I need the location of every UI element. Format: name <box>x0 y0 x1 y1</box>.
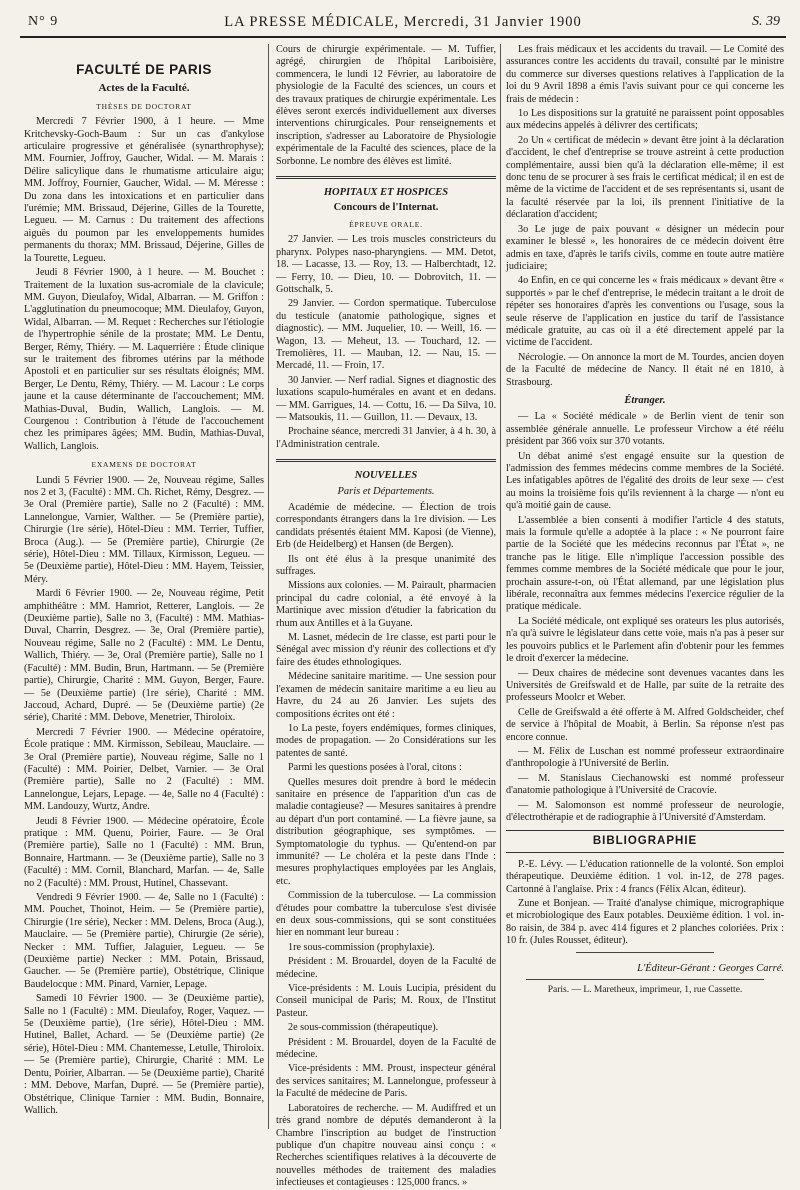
paragraph: Les frais médicaux et les accidents du travail. — Le Comité des assurances contre les accidents du travail, consulté par le ministre du commerce sur diverses questions relatives à l'application de la loi du 9 Avril 1898 a émis l'avis suivant pour ce qui concerne les frais de médecin : <box>506 44 784 105</box>
epreuve-heading: ÉPREUVE ORALE. <box>349 219 423 229</box>
section-examens: EXAMENS DE DOCTORAT <box>91 460 197 470</box>
paragraph: Celle de Greifswald a été offerte à M. Alfred Goldscheider, chef de service à l'hôpital de Moabit, à Berlin. Sa réponse n'est pas encore connue. <box>506 706 784 743</box>
paragraph: Vice-présidents : M. Louis Lucipia, président du Conseil municipal de Paris; M. Roux, de l'Institut Pasteur. <box>276 983 496 1019</box>
concours-heading: Concours de l'Internat. <box>333 202 439 214</box>
section-theses: THÈSES DE DOCTORAT <box>96 101 192 111</box>
bibliographie-heading: BIBLIOGRAPHIE <box>506 830 784 852</box>
nouvelles-list <box>276 502 496 1190</box>
paragraph: Jeudi 8 Février 1900, à 1 heure. — M. Bouchet : Traitement de la luxation sus-acromiale de la clavicule; MM. Guyon, Dieulafoy, Widal, Albarran. — M. Griffon : L'agglutination du pneumocoque; MM. Dieulafoy, Guyon, Widal, Albarran. — M. Requet : Recherches sur l'étiologie de l'hypertrophie sénile de la prostate; MM. Le Dentu, Berger, Rémy, Thiéry. — M. Laquerrière : Étude clinique sur le traitement des fibromes utérins par la méthode Apostoli et en particulier sur ses résultats éloignés; MM. Berger, Le Dentu, Rémy, Thiéry. — M. Lacour : Le corps jaune et la cause déterminante de l'accouchement; MM. Mathias-Duval, Budin, Wallich, Langlois. — M. Courgenou : Contribution à l'étude de l'accouchement chez les primipares âgées; MM. Budin, Mathias-Duval, Wallich, Langlois. <box>24 267 264 452</box>
divider <box>276 176 496 179</box>
hopitaux-heading: HOPITAUX ET HOSPICES <box>323 187 449 199</box>
paragraph: Samedi 10 Février 1900. — 3e (Deuxième partie), Salle no 1 (Faculté) : MM. Dieulafoy, Roger, Vaquez. — 5e (Deuxième partie), (1re série), Hôtel-Dieu : MM. Hutinel, Ballet, Achard. — 5e (Deuxième partie) (2e série), Hôtel-Dieu : MM. Chantemesse, Letulle, Thiroloix. — 5e (Première partie), Chirurgie, Charité : MM. Le Dentu, Poirier, Albarran. — 5e (Deuxième partie), Charité : MM. Debove, Marfan, Dupré. — 5e (Première partie), Obstétrique, Clinique Tarnier : MM. Budin, Bonnaire, Wallich. <box>24 993 264 1116</box>
paragraph: 29 Janvier. — Cordon spermatique. Tuberculose du testicule (anatomie pathologique, signes et diagnostic). — MM. Juquelier, 10. — Weill, 16. — Wagon, 13. — Meheut, 13. — Touchard, 12. — Tremolières, 11. — Mauban, 12. — Nau, 15. — Mercadé, 11. — Froin, 17. <box>276 298 496 372</box>
paragraph: 30 Janvier. — Nerf radial. Signes et diagnostic des luxations scapulo-humérales en avant et en dedans. — MM. Garrigues, 14. — Cottu, 16. — Da Silva, 10. — Matsoukis, 11. — Guillon, 11. — Devaux, 13. <box>276 374 496 423</box>
paragraph: Vendredi 9 Février 1900. — 4e, Salle no 1 (Faculté) : MM. Pouchet, Thoinot, Heim. — 5e (Première partie), Chirurgie (1re série), Necker : MM. Delens, Broca (Aug.), Mauclaire. — 5e (Première partie), Chirurgie (2e série), Necker : MM. Tuffier, Jalaguier, Legueu. — 5e (Deuxième partie) Necker : MM. Potain, Brissaud, Gaucher. — 5e (Première partie), Obstétrique, Clinique Baudelocque : MM. Pinard, Varnier, Lepage. <box>24 892 264 990</box>
cours-chirurgie-paragraph: Cours de chirurgie expérimentale. — M. Tuffier, agrégé, chirurgien de l'hôpital Lariboisière, commencera, le lundi 12 Février, au laboratoire de physiologie de la Faculté des sciences, un cours et des travaux pratiques de chirurgie expérimentale. Les élèves seront exercés individuellement aux diverses interventions chirurgicales. Pour renseignements et inscription, s'adresser au Laboratoire de Physiologie expérimentale de la Faculté des sciences, place de la Sorbonne. Le nombre des élèves est limité. <box>276 44 496 167</box>
newspaper-title: LA PRESSE MÉDICALE, Mercredi, 31 Janvier 1900 <box>224 14 582 30</box>
paragraph: — M. Salomonson est nommé professeur de neurologie, d'électrothérapie et de radiographie à l'Université d'Amsterdam. <box>506 799 784 823</box>
paragraph: Parmi les questions posées à l'oral, citons : <box>288 762 462 774</box>
internat-list <box>276 234 496 451</box>
examens-list <box>24 475 264 1118</box>
paragraph: Vice-présidents : MM. Proust, inspecteur général des services sanitaires; M. Lannelongue, professeur à la Faculté de médecine de Paris. <box>276 1063 496 1100</box>
paragraph: — M. Stanislaus Ciechanowski est nommé professeur d'anatomie pathologique à l'Université de Cracovie. <box>506 772 784 797</box>
paragraph: 2e sous-commission (thérapeutique). <box>288 1022 439 1034</box>
etranger-heading: Étranger. <box>624 394 666 406</box>
divider <box>526 979 764 980</box>
theses-list <box>24 116 264 453</box>
paragraph: 1o Les dispositions sur la gratuité ne paraissent point opposables aux médecins appelés à délivrer des certificats; <box>506 108 784 132</box>
paragraph: 27 Janvier. — Les trois muscles constricteurs du pharynx. Polypes naso-pharyngiens. — MM. Detot, 18. — Lacasse, 13. — Roy, 13. — Halberchtadt, 12. — Ferry, 10. — Dieu, 10. — Dobrovitch, 11. — Gottschalk, 5. <box>276 234 496 295</box>
paragraph: Prochaine séance, mercredi 31 Janvier, à 4 h. 30, à l'Administration centrale. <box>276 426 496 450</box>
paragraph: Mercredi 7 Février 1900. — Médecine opératoire, École pratique : MM. Kirmisson, Sebileau, Mauclaire. — 3e Oral (Première partie), Nouveau régime, Salle no 1 (Faculté) : MM. Poirier, Delbet, Varnier. — 3e Oral (Première partie), Salle no 2 (Faculté) : MM. Lannelongue, Lejars, Lepage. — 4e, Salle no 4 (Faculté) : MM. Landouzy, Wurtz, Andre. <box>24 726 264 813</box>
paragraph: 1re sous-commission (prophylaxie). <box>288 941 435 953</box>
paragraph: Jeudi 8 Février 1900. — Médecine opératoire, École pratique : MM. Quenu, Poirier, Faure. — 3e Oral (Première partie), Salle no 1 (Faculté) : MM. Brun, Bonnaire, Hartmann. — 3e (Deuxième partie), Salle no 3 (Faculté) : MM. Cornil, Blanchard, Marfan. — 4e, Salle no 2 (Faculté) : MM. Proust, Hutinel, Chassevant. <box>24 815 264 889</box>
paragraph: Laboratoires de recherche. — M. Audiffred et un très grand nombre de députés demanderont à la Chambre l'inscription au budget de l'instruction publique d'un chapitre nouveau ainsi conçu : « Recherches scientifiques relatives à la découverte de nouvelles méthodes de traitement des maladies infectieuses et contagieuses : 125,000 francs. » <box>276 1102 496 1189</box>
paragraph: Commission de la tuberculose. — La commission d'études pour combattre la tuberculose s'est divisée en deux sous-commissions, qui se sont constituées hier en nommant leur bureau : <box>276 890 496 939</box>
divider <box>576 952 714 953</box>
paragraph: M. Lasnet, médecin de 1re classe, est parti pour le Sénégal avec mission d'y réunir des collections et d'y faire des études ethnologiques. <box>276 632 496 668</box>
paragraph: — La « Société médicale » de Berlin vient de tenir son assemblée générale annuelle. Le professeur Virchow a été réélu président par 366 voix sur 370 votants. <box>506 411 784 448</box>
column-1 <box>24 44 264 1129</box>
paragraph: — Deux chaires de médecine sont devenues vacantes dans les Universités de Greifswald et de Halle, par suite de la retraite des professeurs Moolcr et Weber. <box>506 667 784 704</box>
paragraph: 2o Un « certificat de médecin » devant être joint à la déclaration d'accident, le chef d'entreprise se trouve astreint à cette production complémentaire, aussi bien qu'à la déclaration elle-même; il est donc tenu de se procurer à ses frais le certificat médical; il en est de même de la victime de l'accident et de ses représentants si, usant de la faculté réservée par la loi, ils prennent l'initiative de la déclaration d'accident; <box>506 134 784 221</box>
paragraph: L'assemblée a bien consenti à modifier l'article 4 des statuts, mais la formule qu'elle a adoptée à la place : « Ne pourront faire partie de la Société que les médecins reconnus par l'État », ne tranche pas le litige. Elle n'implique l'accession possible des femmes comme membres de la Société médicale que pour le jour, prochain assure-t-on, où l'État allemand, par une législation plus libérale, reconnaîtra aux femmes médecins l'exercice régulier de la pratique médicale. <box>506 514 784 613</box>
paragraph: Mardi 6 Février 1900. — 2e, Nouveau régime, Petit amphithéâtre : MM. Hamriot, Retterer, Langlois. — 2e (Deuxième partie), Salle no 3, (Faculté) : MM. Mathias-Duval, Charrin, Desgrez. — 3e, Oral (Première partie), Nouveau régime, Salle no 2 (Faculté) : MM. Le Dentu, Wallich, Thiéry. — 3e, Oral (Première partie), Salle no 1 (Faculté) : MM. Budin, Brun, Hartmann. — 5e (Première partie), Chirurgie, Charité : MM. Guyon, Berger, Faure. — 5e (Deuxième partie) (1re série), Charité : MM. Jaccoud, Achard, Dupré. — 5e (Deuxième partie) (2e série), Charité : MM. Debove, Menetrier, Thiroloix. <box>24 588 264 724</box>
paragraph: Un débat animé s'est engagé ensuite sur la question de l'admission des femmes médecins comme membres de la Société. Les infatigables apôtres de l'égalité des droits de leur sexe — c'est au moins la troisième fois qu'ils reviennent à la charge — n'ont eu qu'à moitié gain de cause. <box>506 450 784 512</box>
paragraph: Ils ont été élus à la presque unanimité des suffrages. <box>276 553 496 578</box>
paragraph: P.-E. Lévy. — L'éducation rationnelle de la volonté. Son emploi thérapeutique. Deuxième édition. 1 vol. in-12, de 278 pages. Cartonné à l'anglaise. Prix : 4 francs (Félix Alcan, éditeur). <box>506 858 784 895</box>
paragraph: — M. Félix de Luschan est nommé professeur extraordinaire d'anthropologie à l'Université de Berlin. <box>506 745 784 770</box>
masthead <box>20 6 786 38</box>
biblio-list <box>506 859 784 948</box>
column-divider-1 <box>268 44 269 1129</box>
page-number: S. 39 <box>752 14 780 29</box>
column-divider-2 <box>500 44 501 1129</box>
paragraph: 3o Le juge de paix pouvant « désigner un médecin pour examiner le blessé », les honoraires de ce médecin doivent être admis en taxe, d'après le tarifs civils, comme en toute autre matière judiciaire; <box>506 223 784 272</box>
paragraph: Président : M. Brouardel, doyen de la Faculté de médecine. <box>276 1036 496 1061</box>
paragraph: Mercredi 7 Février 1900, à 1 heure. — Mme Kritchevsky-Goch-Baum : Sur un cas d'ankylose articulaire progressive et généralisée (synarthrophyse); MM. Fournier, Joffroy, Gaucher, Widal. — M. Marais : Délire salicylique dans le rhumatisme articulaire aigu; MM. Joffroy, Fournier, Gaucher, Widal. — M. Méresse : Du zona dans les intoxications et en particulier dans l'urémie; MM. Brissaud, Déjerine, Gilles de la Tourette, Legueu. — M. Carnus : Du traitement des affections aiguës du poumon par les enveloppements humides permanents du thorax; MM. Brissaud, Déjerine, Gilles de la Tourette, Legueu. <box>24 116 264 264</box>
paragraph: Lundi 5 Février 1900. — 2e, Nouveau régime, Salles nos 2 et 3, (Faculté) : MM. Ch. Richet, Rémy, Desgrez. — 3e Oral (Première partie), Salle no 2 (Faculté) : MM. Lannelongue, Varnier, Walther. — 5e (Première partie), Chirurgie (1re série), Hôtel-Dieu : MM. Terrier, Tuffier, Broca (Aug.). — 5e (Première partie), Chirurgie (2e série), Hôtel-Dieu : MM. Tillaux, Kirmisson, Legueu. — 5e (Deuxième partie), Hôtel-Dieu : MM. Hayem, Teissier, Méry. <box>24 474 264 585</box>
column-2 <box>276 44 496 1189</box>
paragraph: Médecine sanitaire maritime. — Une session pour l'examen de médecin sanitaire maritime a eu lieu au Havre, du 24 au 26 Janvier. Les sujets des compositions écrites ont été : <box>276 671 496 720</box>
column-3 <box>506 44 784 1129</box>
paragraph: Nécrologie. — On annonce la mort de M. Tourdes, ancien doyen de la Faculté de médecine de Nancy. Il était né en 1810, à Strasbourg. <box>506 351 784 388</box>
paragraph: 1o La peste, foyers endémiques, formes cliniques, modes de propagation. — 2o Considérations sur les patentes de santé. <box>276 722 496 759</box>
editeur-gerant: L'Éditeur-Gérant : Georges Carré. <box>637 962 784 974</box>
paragraph: Quelles mesures doit prendre à bord le médecin sanitaire en présence de l'apparition d'un cas de maladie contagieuse? — Mesures sanitaires à prendre au départ d'un port contaminé. — La fièvre jaune, sa distribution géographique, ses symptômes. — Symptomatologie du typhus. — Qu'entend-on par immunité? — Le choléra et la peste dans l'Inde : mesures prophylactiques employées par les Anglais, etc. <box>276 776 496 887</box>
divider <box>276 459 496 462</box>
paragraph: La Société médicale, ont expliqué ses orateurs les plus autorisés, n'a qu'à suivre le législateur dans cette voie, mais n'a pas à peser sur les pouvoirs publics et le Parlement afin d'obtenir pour les femmes le droit d'exercer la médecine. <box>506 615 784 665</box>
paragraph: Missions aux colonies. — M. Pairault, pharmacien principal du cadre colonial, a été envoyé à la Martinique avec mission d'étudier la fabrication du rhum aux Antilles et à la Guyane. <box>276 580 496 629</box>
paragraph: Académie de médecine. — Élection de trois correspondants étrangers dans la 1re division. — Les candidats présentés étaient MM. Kaposi (de Vienne), Erb (de Heidelberg) et Hansen (de Bergen). <box>276 502 496 551</box>
paragraph: 4o Enfin, en ce qui concerne les « frais médicaux » devant être « supportés » par le chef d'entreprise, le médecin traitant a le droit de répéter ses honoraires d'après les conventions ou l'usage, sous la seule réserve de l'application en justice du tarif de l'assistance médicale gratuite, au cas où il a été directement appelé par la victime de l'accident. <box>506 275 784 349</box>
paragraph: Président : M. Brouardel, doyen de la Faculté de médecine. <box>276 956 496 980</box>
printer-line: Paris. — L. Maretheux, imprimeur, 1, rue Cassette. <box>547 985 743 996</box>
faculty-subheading: Actes de la Faculté. <box>98 82 190 95</box>
paragraph: Zune et Bonjean. — Traité d'analyse chimique, micrographique et microbiologique des Eaux potables. Deuxième édition. 1 vol. in-8o raisin, de 384 p. avec 414 figures et 2 planches coloriées. Prix : 10 fr. (Jules Rousset, éditeur). <box>506 898 784 947</box>
col3-news-list <box>506 44 784 389</box>
etranger-list <box>506 411 784 824</box>
faculty-heading: FACULTÉ DE PARIS <box>76 62 212 77</box>
issue-number: N° 9 <box>28 14 59 29</box>
nouvelles-heading: NOUVELLES <box>354 470 418 482</box>
paris-heading: Paris et Départements. <box>337 485 435 497</box>
